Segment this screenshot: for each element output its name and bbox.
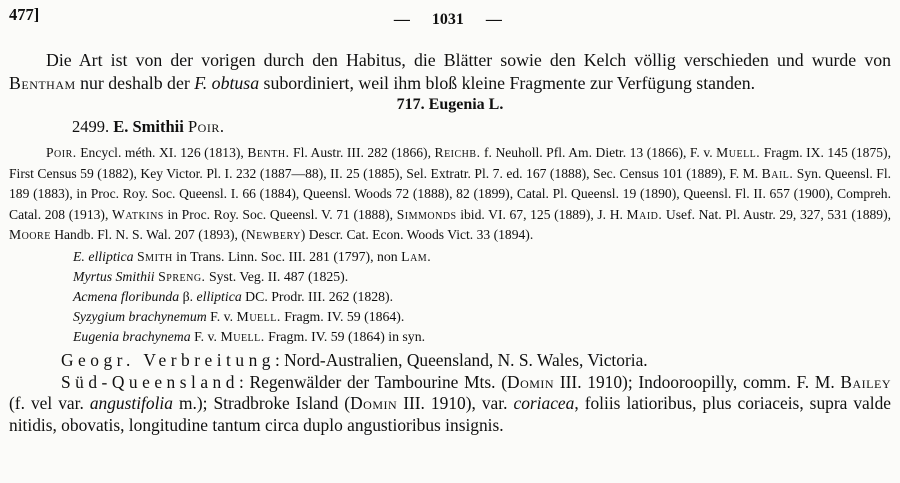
text-segment: Die Art ist von der vorigen durch den Habitus, die Blätter sowie den Kelch völlig verschieden und wurde von (46, 50, 891, 70)
text-segment: Syn. Queensl. Fl. 189 (1883), in Proc. Roy. Soc. Queensl. I. 66 (1884), Queensl. Woods 72 (1888), 82 (1899), Catal. Pl. Queensl. 19 (1890), Queensl. Fl. II. 657 (1900), Compreh. Catal. 208 (1913), (9, 165, 891, 222)
text-segment: Domin (350, 393, 398, 413)
text-segment: Fl. Austr. III. 282 (1866), (289, 145, 435, 160)
text-segment: Newbery (245, 227, 301, 242)
text-segment: Usef. Nat. Pl. Austr. 29, 327, 531 (1889), (662, 206, 892, 222)
synonym-line (73, 327, 891, 347)
text-segment: E. elliptica (73, 248, 137, 264)
text-segment: Poir. (187, 117, 225, 136)
text-segment: Fragm. IV. 59 (1864). (280, 308, 405, 324)
text-segment: Eugenia brachynema (73, 328, 191, 344)
synonym-line (73, 287, 891, 307)
text-segment: in Trans. Linn. Soc. III. 281 (1797), non (172, 248, 402, 264)
column-reference: 477] (9, 5, 40, 24)
text-segment: β. (182, 288, 197, 304)
text-segment: , foliis latioribus, plus coriaceis, supra valde nitidis, obovatis, longitudine tantum circa duplo angustioribus insignis. (9, 393, 892, 435)
text-segment: (f. vel var. (9, 393, 90, 413)
text-segment: Benth. (247, 145, 290, 160)
text-segment: Syzygium brachynemum (73, 308, 207, 324)
text-segment: elliptica (196, 288, 242, 304)
text-segment: Muell. (236, 308, 281, 324)
text-segment: in Proc. Roy. Soc. Queensl. V. 71 (1888), (163, 206, 397, 222)
text-segment: Maid. (626, 206, 663, 222)
genus-heading (9, 96, 891, 114)
text-segment: Muell. (716, 145, 761, 160)
text-segment: Handb. Fl. N. S. Wal. 207 (1893), ( (50, 227, 246, 242)
text-segment: angustifolia (89, 393, 173, 413)
distribution-line (9, 350, 891, 371)
text-segment: Bailey (840, 371, 892, 392)
text-segment: Domin (507, 371, 555, 392)
text-segment: DC. Prodr. III. 262 (1828). (241, 288, 394, 304)
text-segment: 2499. (72, 117, 114, 136)
text-segment: Simmonds (396, 206, 457, 222)
text-segment: Acmena floribunda (73, 288, 183, 304)
page-number: — 1031 — (393, 11, 502, 28)
locality-paragraph (9, 372, 891, 437)
text-segment: F. v. (206, 308, 237, 324)
text-segment: Spreng. (158, 268, 206, 284)
text-segment: Moore (9, 227, 51, 242)
citation-block (9, 143, 891, 246)
synonym-line (73, 267, 891, 287)
intro-paragraph (9, 49, 891, 95)
text-segment: : Nord-Australien, Queensland, N. S. Wales, Victoria. (274, 349, 648, 370)
text-segment: Bentham (9, 73, 76, 93)
synonym-line (73, 247, 891, 267)
text-segment: 717. Eugenia L. (396, 96, 504, 113)
page-header (9, 5, 891, 27)
text-segment: Myrtus Smithii (73, 268, 159, 284)
text-segment: Smith (137, 248, 173, 264)
text-segment: F. v. (190, 328, 221, 344)
text-segment: F. obtusa (194, 73, 260, 93)
text-segment: ibid. VI. 67, 125 (1889), J. H. (456, 206, 627, 222)
synonym-line (73, 307, 891, 327)
text-segment: Lam. (401, 248, 432, 264)
text-segment: nur deshalb der (75, 73, 195, 93)
text-segment: : Regenwälder der Tambourine Mts. ( (238, 371, 508, 392)
text-segment: E. Smithii (113, 117, 184, 136)
text-segment: subordiniert, weil ihm bloß kleine Fragmente zur Verfügung standen. (259, 73, 756, 93)
synonym-list (9, 247, 891, 347)
text-segment: III. 1910); Indooroopilly, comm. F. M. (554, 371, 841, 392)
text-segment: f. Neuholl. Pfl. Am. Dietr. 13 (1866), F. v. (480, 145, 717, 160)
text-segment: Bail. (761, 165, 794, 181)
text-segment: ) Descr. Cat. Econ. Woods Vict. 33 (1894). (300, 227, 534, 242)
text-segment: Watkins (111, 206, 164, 222)
text-segment: Syst. Veg. II. 487 (1825). (205, 268, 349, 284)
text-segment: III. 1910), var. (397, 393, 514, 413)
species-heading (72, 117, 891, 137)
text-segment: coriacea (513, 393, 575, 413)
text-segment: Encycl. méth. XI. 126 (1813), (76, 145, 248, 160)
text-segment: Süd-Queensland (61, 371, 239, 392)
text-segment: Fragm. IV. 59 (1864) in syn. (264, 328, 426, 344)
text-segment: Fragm. IX. 145 (1875), First Census 59 (1882), Key Victor. Pl. I. 232 (1887—88), II. 25 (1885), Sel. Extratr. Pl. 7. ed. 167 (1888), Sec. Census 101 (1889), F. M. (9, 145, 891, 181)
text-segment: Muell. (220, 328, 265, 344)
text-segment: Poir. (46, 145, 77, 160)
text-segment: Reichb. (434, 145, 481, 160)
text-segment: Geogr. Verbreitung (61, 349, 275, 370)
text-segment: m.); Stradbroke Island ( (172, 393, 351, 413)
